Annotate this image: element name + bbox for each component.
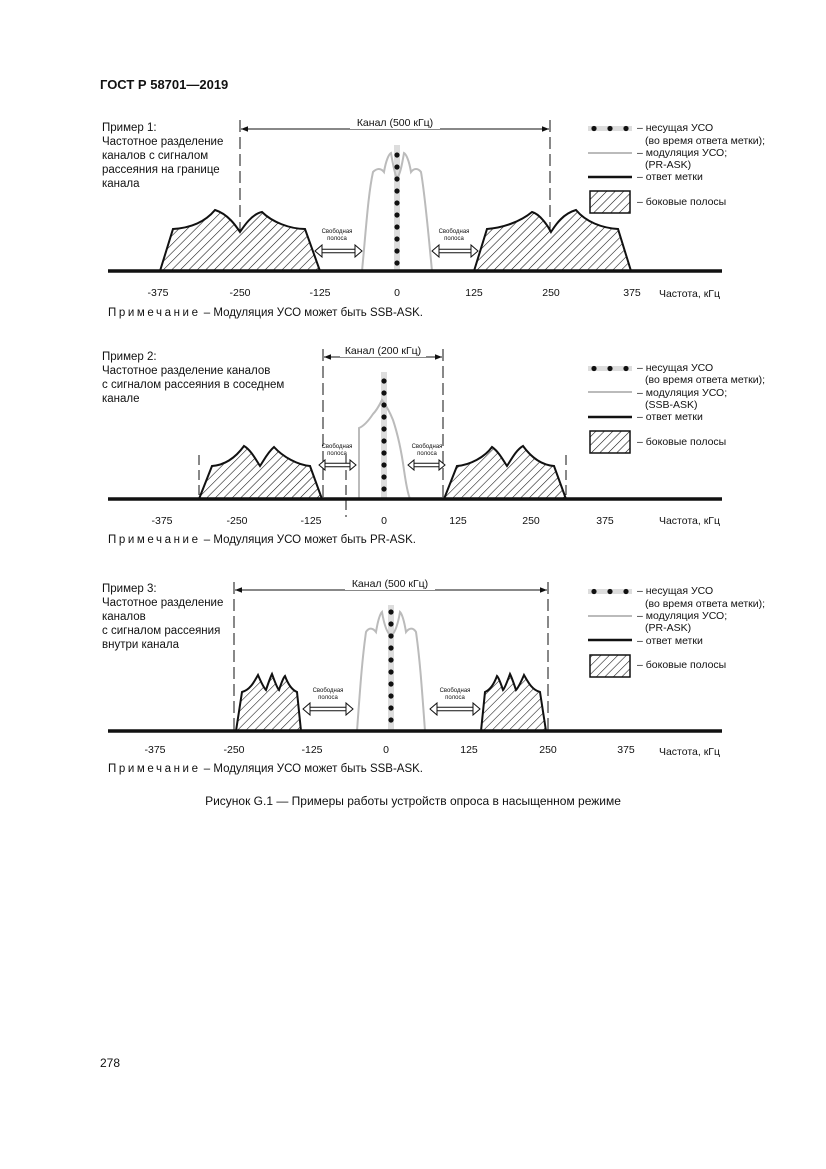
note-text: – Модуляция УСО может быть PR-ASK.: [200, 534, 416, 546]
tick-label: -125: [300, 515, 322, 527]
svg-text:– несущая УСО: – несущая УСО: [637, 362, 714, 374]
note-text: – Модуляция УСО может быть SSB-ASK.: [200, 307, 423, 319]
svg-text:– ответ метки: – ответ метки: [637, 411, 703, 423]
channel-label: Канал (500 кГц): [356, 117, 434, 129]
tick-label: 125: [449, 515, 467, 527]
svg-text:полоса: полоса: [327, 451, 347, 457]
note-1: [108, 307, 423, 319]
svg-text:Частотное разделение каналов: Частотное разделение каналов: [102, 365, 271, 377]
example-1: [102, 116, 765, 300]
svg-text:Пример 3:: Пример 3:: [102, 583, 157, 595]
example-2: [102, 344, 765, 527]
tick-label: -125: [309, 287, 331, 299]
figure-caption: Рисунок G.1 — Примеры работы устройств опроса в насыщенном режиме: [205, 794, 621, 808]
svg-text:(PR-ASK): (PR-ASK): [645, 622, 692, 634]
svg-text:полоса: полоса: [318, 695, 338, 701]
svg-text:каналов: каналов: [102, 611, 146, 623]
document-header: ГОСТ Р 58701—2019: [100, 77, 229, 92]
svg-text:(во время ответа метки);: (во время ответа метки);: [645, 374, 766, 386]
axis-tick-labels: [144, 744, 634, 756]
channel-label: Канал (500 кГц): [351, 578, 429, 590]
svg-text:Свободная: Свободная: [312, 688, 344, 694]
svg-text:– ответ метки: – ответ метки: [637, 171, 703, 183]
svg-text:Свободная: Свободная: [439, 688, 471, 694]
svg-text:Свободная: Свободная: [321, 444, 353, 450]
svg-text:Свободная: Свободная: [411, 444, 443, 450]
svg-text:– ответ метки: – ответ метки: [637, 635, 703, 647]
sideband-right: [444, 446, 566, 499]
legend: [588, 362, 765, 453]
example-3: [102, 577, 765, 758]
tick-label: 0: [381, 515, 387, 527]
note-prefix: Примечание: [108, 534, 201, 546]
note-2: [108, 534, 416, 546]
svg-text:Пример 2:: Пример 2:: [102, 351, 157, 363]
free-band-left: [303, 688, 353, 715]
svg-text:– боковые полосы: – боковые полосы: [637, 196, 727, 208]
note-prefix: Примечание: [108, 763, 201, 775]
svg-text:– боковые полосы: – боковые полосы: [637, 436, 727, 448]
svg-text:с сигналом рассеяния в соседне: с сигналом рассеяния в соседнем: [102, 379, 285, 391]
tick-label: -375: [144, 744, 166, 756]
example-title: [102, 351, 284, 405]
tick-label: -125: [301, 744, 323, 756]
tick-label: 375: [596, 515, 614, 527]
svg-text:полоса: полоса: [327, 236, 347, 242]
svg-text:(PR-ASK): (PR-ASK): [645, 159, 692, 171]
example-title: [102, 583, 223, 651]
free-band-left: [319, 444, 356, 470]
svg-text:Свободная: Свободная: [438, 229, 470, 235]
legend: [588, 122, 765, 213]
channel-label: Канал (200 кГц): [344, 345, 422, 357]
tick-label: -250: [229, 287, 251, 299]
tick-label: 375: [617, 744, 635, 756]
free-band-right: [432, 229, 478, 257]
svg-text:с сигналом рассеяния: с сигналом рассеяния: [102, 625, 221, 637]
tick-label: 250: [539, 744, 557, 756]
axis-tick-labels: [151, 515, 613, 527]
tick-label: -375: [151, 515, 173, 527]
sideband-left: [160, 210, 320, 271]
free-band-left: [315, 229, 362, 257]
tick-label: 250: [542, 287, 560, 299]
svg-text:Частотное разделение: Частотное разделение: [102, 136, 224, 148]
axis-label: Частота, кГц: [658, 288, 720, 300]
sideband-left: [236, 674, 301, 731]
svg-text:Пример 1:: Пример 1:: [102, 122, 157, 134]
svg-text:(во время ответа метки);: (во время ответа метки);: [645, 598, 766, 610]
page-number: 278: [100, 1056, 121, 1070]
note-prefix: Примечание: [108, 307, 201, 319]
sideband-right: [474, 210, 631, 271]
svg-text:– несущая УСО: – несущая УСО: [637, 122, 714, 134]
svg-text:каналов с сигналом: каналов с сигналом: [102, 150, 209, 162]
axis-tick-labels: [147, 287, 640, 299]
svg-text:– модуляция УСО;: – модуляция УСО;: [637, 610, 728, 622]
axis-label: Частота, кГц: [658, 746, 720, 758]
tick-label: -250: [226, 515, 248, 527]
tick-label: -375: [147, 287, 169, 299]
svg-text:Частотное разделение: Частотное разделение: [102, 597, 224, 609]
sideband-left: [199, 446, 322, 499]
svg-text:(SSB-ASK): (SSB-ASK): [645, 399, 698, 411]
svg-text:рассеяния на границе: рассеяния на границе: [102, 164, 220, 176]
tick-label: 125: [460, 744, 478, 756]
svg-text:Свободная: Свободная: [321, 229, 353, 235]
svg-text:– модуляция УСО;: – модуляция УСО;: [637, 147, 728, 159]
tick-label: 125: [465, 287, 483, 299]
svg-text:(во время ответа метки);: (во время ответа метки);: [645, 135, 766, 147]
example-title: [102, 122, 223, 190]
tick-label: 0: [383, 744, 389, 756]
tick-label: 250: [522, 515, 540, 527]
svg-text:полоса: полоса: [444, 236, 464, 242]
axis-label: Частота, кГц: [658, 515, 720, 527]
sideband-right: [481, 674, 546, 731]
svg-text:– боковые полосы: – боковые полосы: [637, 659, 727, 671]
tick-label: -250: [223, 744, 245, 756]
svg-text:– несущая УСО: – несущая УСО: [637, 585, 714, 597]
tick-label: 375: [623, 287, 641, 299]
legend: [588, 585, 765, 677]
svg-text:полоса: полоса: [445, 695, 465, 701]
note-text: – Модуляция УСО может быть SSB-ASK.: [200, 763, 423, 775]
free-band-right: [408, 444, 445, 470]
svg-text:полоса: полоса: [417, 451, 437, 457]
svg-text:внутри канала: внутри канала: [102, 639, 180, 651]
svg-text:канала: канала: [102, 178, 140, 190]
free-band-right: [430, 688, 480, 715]
svg-text:– модуляция УСО;: – модуляция УСО;: [637, 387, 728, 399]
svg-text:канале: канале: [102, 393, 140, 405]
tick-label: 0: [394, 287, 400, 299]
note-3: [108, 763, 423, 775]
